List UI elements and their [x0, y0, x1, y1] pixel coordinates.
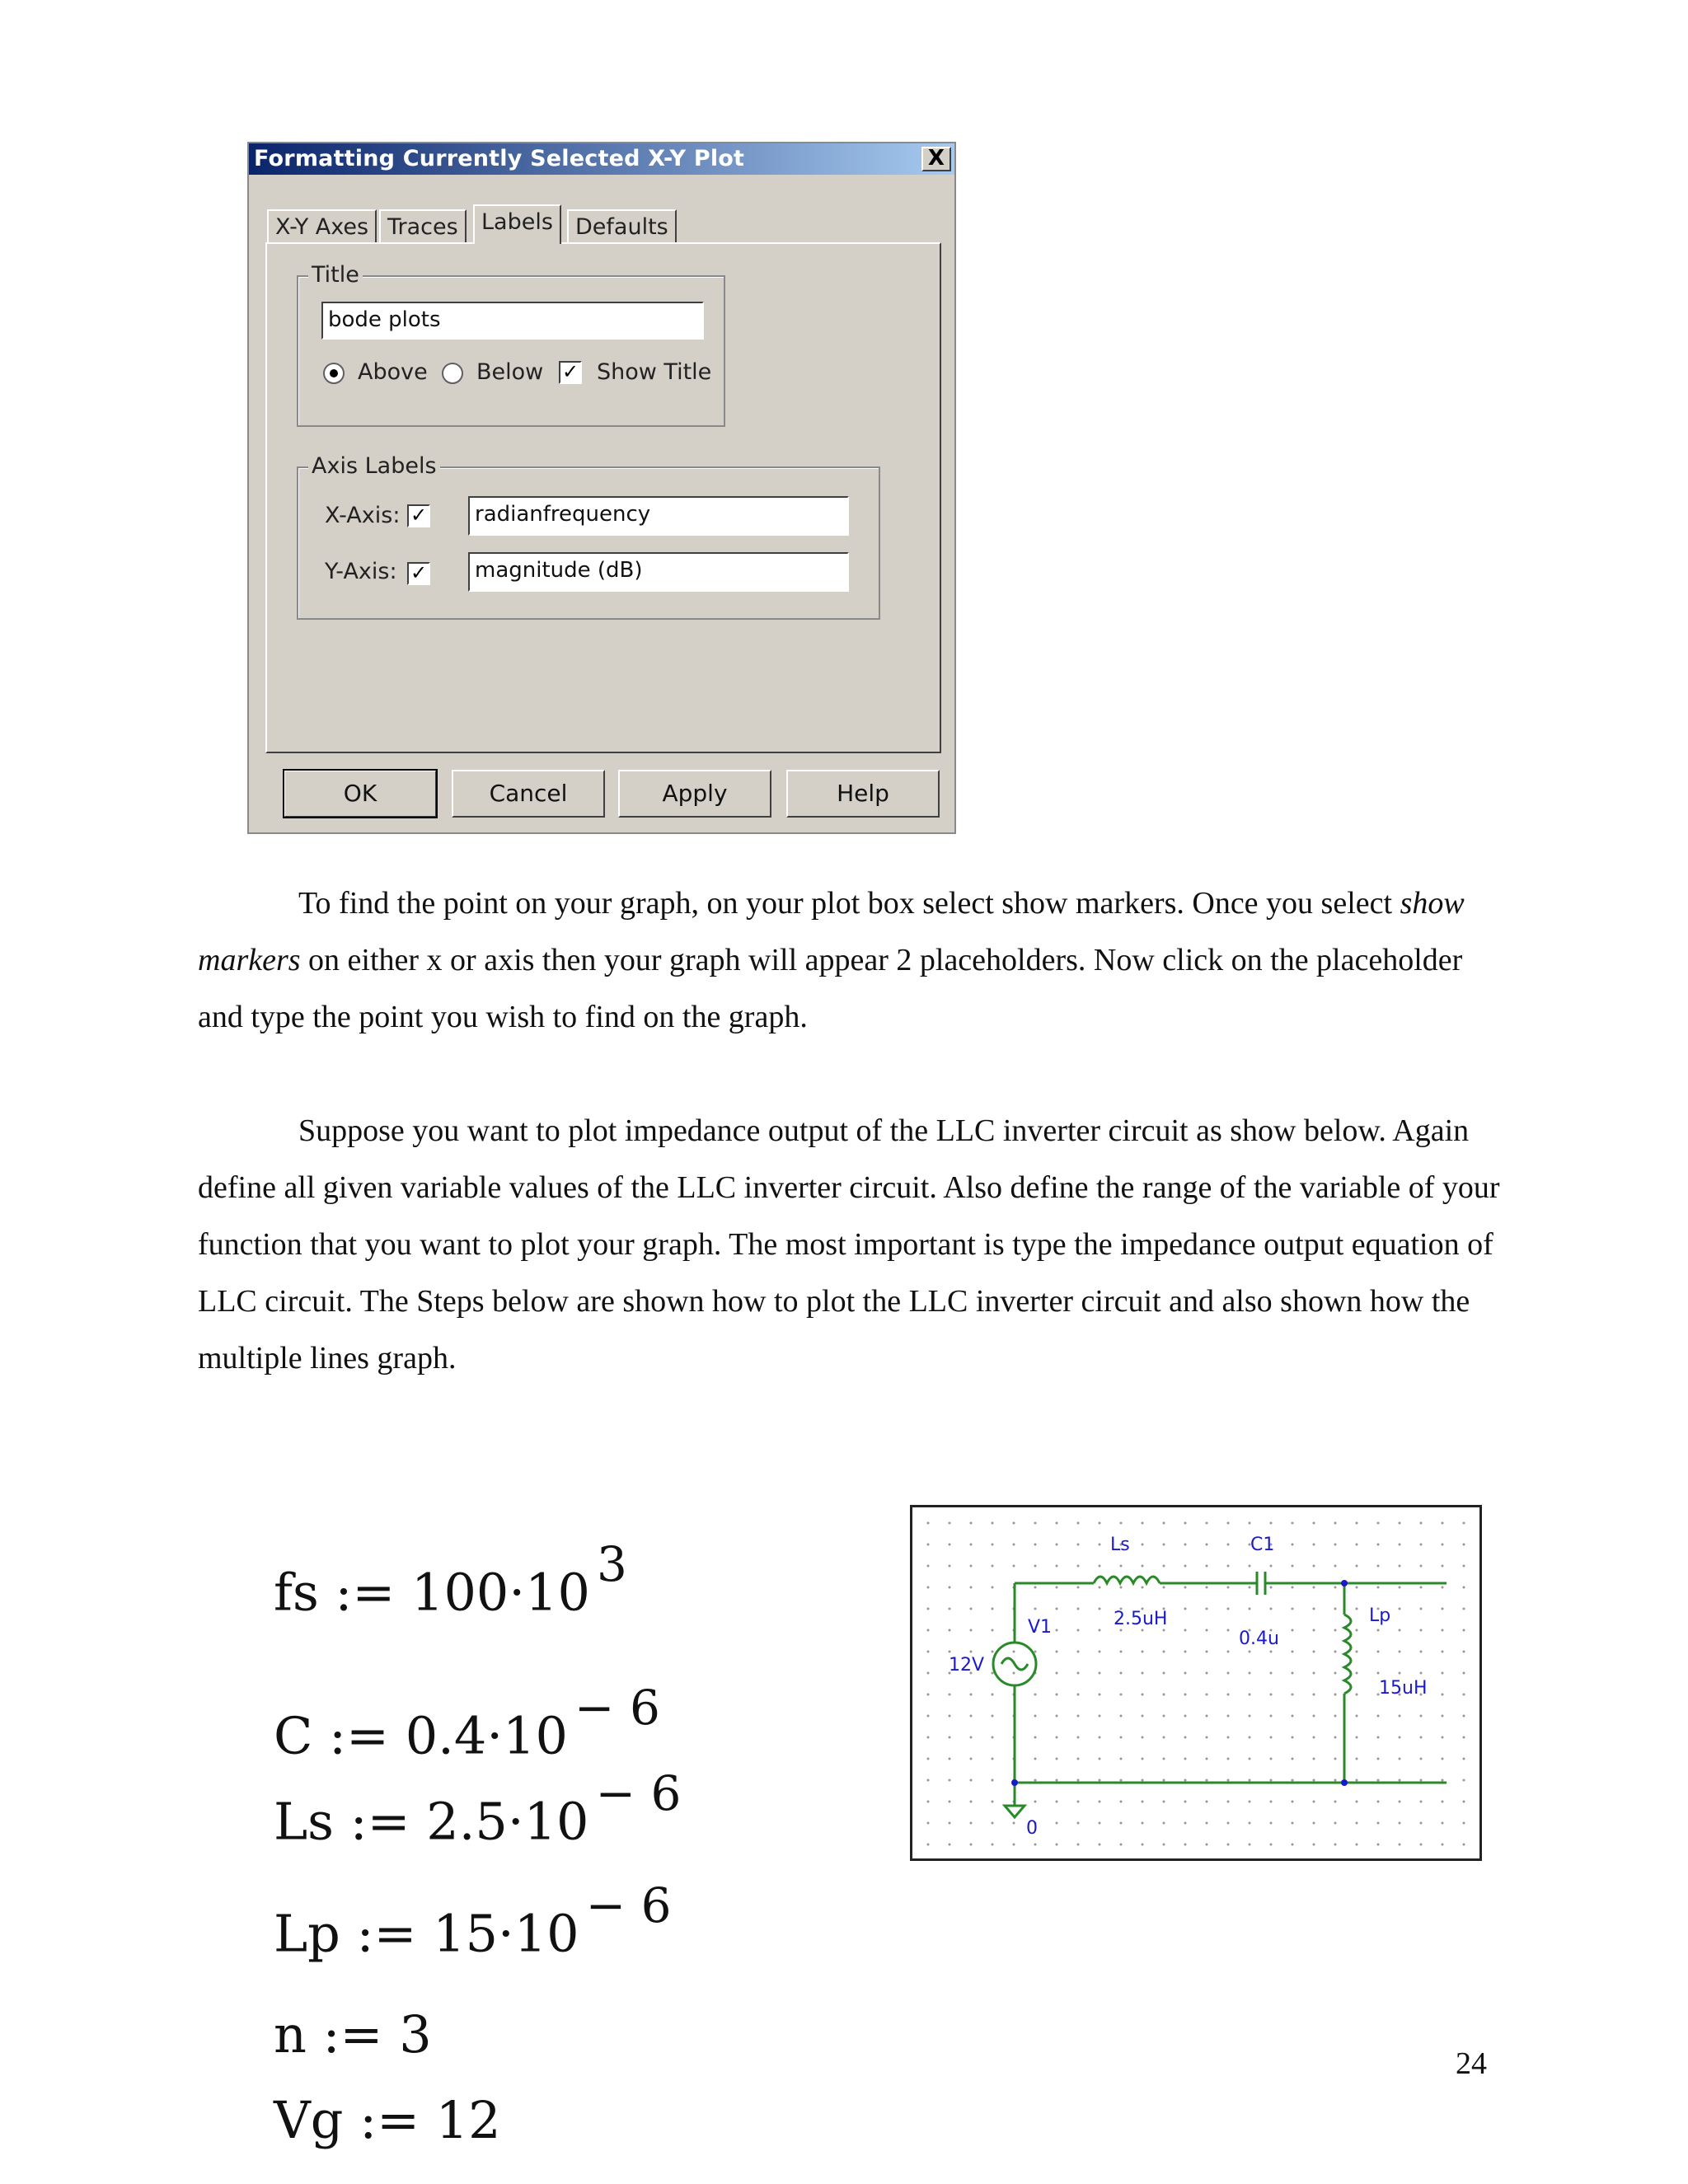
tab-traces[interactable]: Traces: [379, 209, 467, 242]
math-vg: Vg := 12: [274, 2090, 501, 2150]
v1-name: V1: [1028, 1617, 1053, 1638]
math-lp: Lp := 15·10 $^{- 6}$: [274, 1877, 672, 1964]
paragraph-markers: [198, 875, 1500, 1046]
help-button[interactable]: Help: [786, 770, 940, 818]
tab-defaults[interactable]: Defaults: [567, 209, 677, 242]
close-button[interactable]: X: [921, 147, 951, 171]
title-group-legend: Title: [308, 262, 363, 288]
lp-value: 15uH: [1379, 1678, 1428, 1699]
ground-label: 0: [1026, 1818, 1038, 1839]
ok-button[interactable]: OK: [284, 770, 437, 818]
y-axis-checkbox[interactable]: ✓: [407, 562, 430, 585]
cancel-button[interactable]: Cancel: [452, 770, 605, 818]
schematic-drawing: [912, 1507, 1479, 1858]
v1-value: 12V: [949, 1655, 985, 1675]
x-axis-label: X-Axis:: [325, 503, 401, 528]
ls-name: Ls: [1110, 1535, 1130, 1555]
lp-inductor: [1344, 1615, 1351, 1694]
above-radio[interactable]: [323, 363, 345, 384]
dialog-title: Formatting Currently Selected X-Y Plot: [254, 146, 745, 171]
lp-name: Lp: [1369, 1605, 1391, 1626]
y-axis-input[interactable]: magnitude (dB): [468, 552, 849, 592]
above-label: Above: [358, 359, 428, 385]
ground-symbol: [1005, 1806, 1025, 1817]
axis-labels-groupbox: [297, 453, 880, 620]
format-xy-plot-dialog: [247, 142, 956, 834]
dialog-titlebar[interactable]: [249, 143, 954, 175]
tab-xy-axes[interactable]: X-Y Axes: [267, 209, 377, 242]
p1-emphasis: show markers: [198, 886, 1465, 977]
sine-wave: [1001, 1658, 1028, 1670]
ls-inductor: [1094, 1577, 1160, 1583]
paragraph-llc: [198, 1103, 1500, 1387]
show-title-label: Show Title: [597, 359, 712, 385]
c1-value: 0.4u: [1239, 1629, 1279, 1649]
c1-name: C1: [1250, 1535, 1275, 1555]
ls-value: 2.5uH: [1114, 1609, 1168, 1629]
p1-text-b: on either x or axis then your graph will appear 2 placeholders. Now click on the placeholder and type the point you wish to find on the graph.: [198, 943, 1463, 1034]
llc-schematic: [910, 1505, 1482, 1861]
below-radio[interactable]: [442, 363, 463, 384]
title-groupbox: [297, 262, 725, 427]
p2-text: Suppose you want to plot impedance output of the LLC inverter circuit as show below. Again define all given variable values of the LLC inverter circuit. Also define the range of the variable of your function that you want to plot your graph. The most important is type the impedance output equation of LLC circuit. The Steps below are shown how to plot the LLC inverter circuit and also shown how the multiple lines graph.: [198, 1113, 1500, 1376]
math-c: C := 0.4·10 $^{- 6}$: [274, 1680, 660, 1766]
page-number: 24: [1456, 2046, 1487, 2081]
show-title-checkbox[interactable]: ✓: [559, 361, 582, 384]
labels-tab-panel: [265, 242, 941, 753]
y-axis-label: Y-Axis:: [325, 559, 397, 584]
math-fs: fs := 100·10 $^3$: [274, 1536, 627, 1623]
math-ls: Ls := 2.5·10 $^{- 6}$: [274, 1765, 682, 1852]
x-axis-checkbox[interactable]: ✓: [407, 504, 430, 527]
math-n: n := 3: [274, 2004, 432, 2064]
below-label: Below: [476, 359, 544, 385]
p1-text-a: To find the point on your graph, on your plot box select show markers. Once you select: [298, 886, 1400, 921]
axis-labels-legend: Axis Labels: [308, 453, 440, 479]
apply-button[interactable]: Apply: [618, 770, 771, 818]
x-axis-input[interactable]: radianfrequency: [468, 496, 849, 536]
title-input[interactable]: bode plots: [321, 302, 704, 340]
tab-labels[interactable]: Labels: [473, 204, 561, 244]
